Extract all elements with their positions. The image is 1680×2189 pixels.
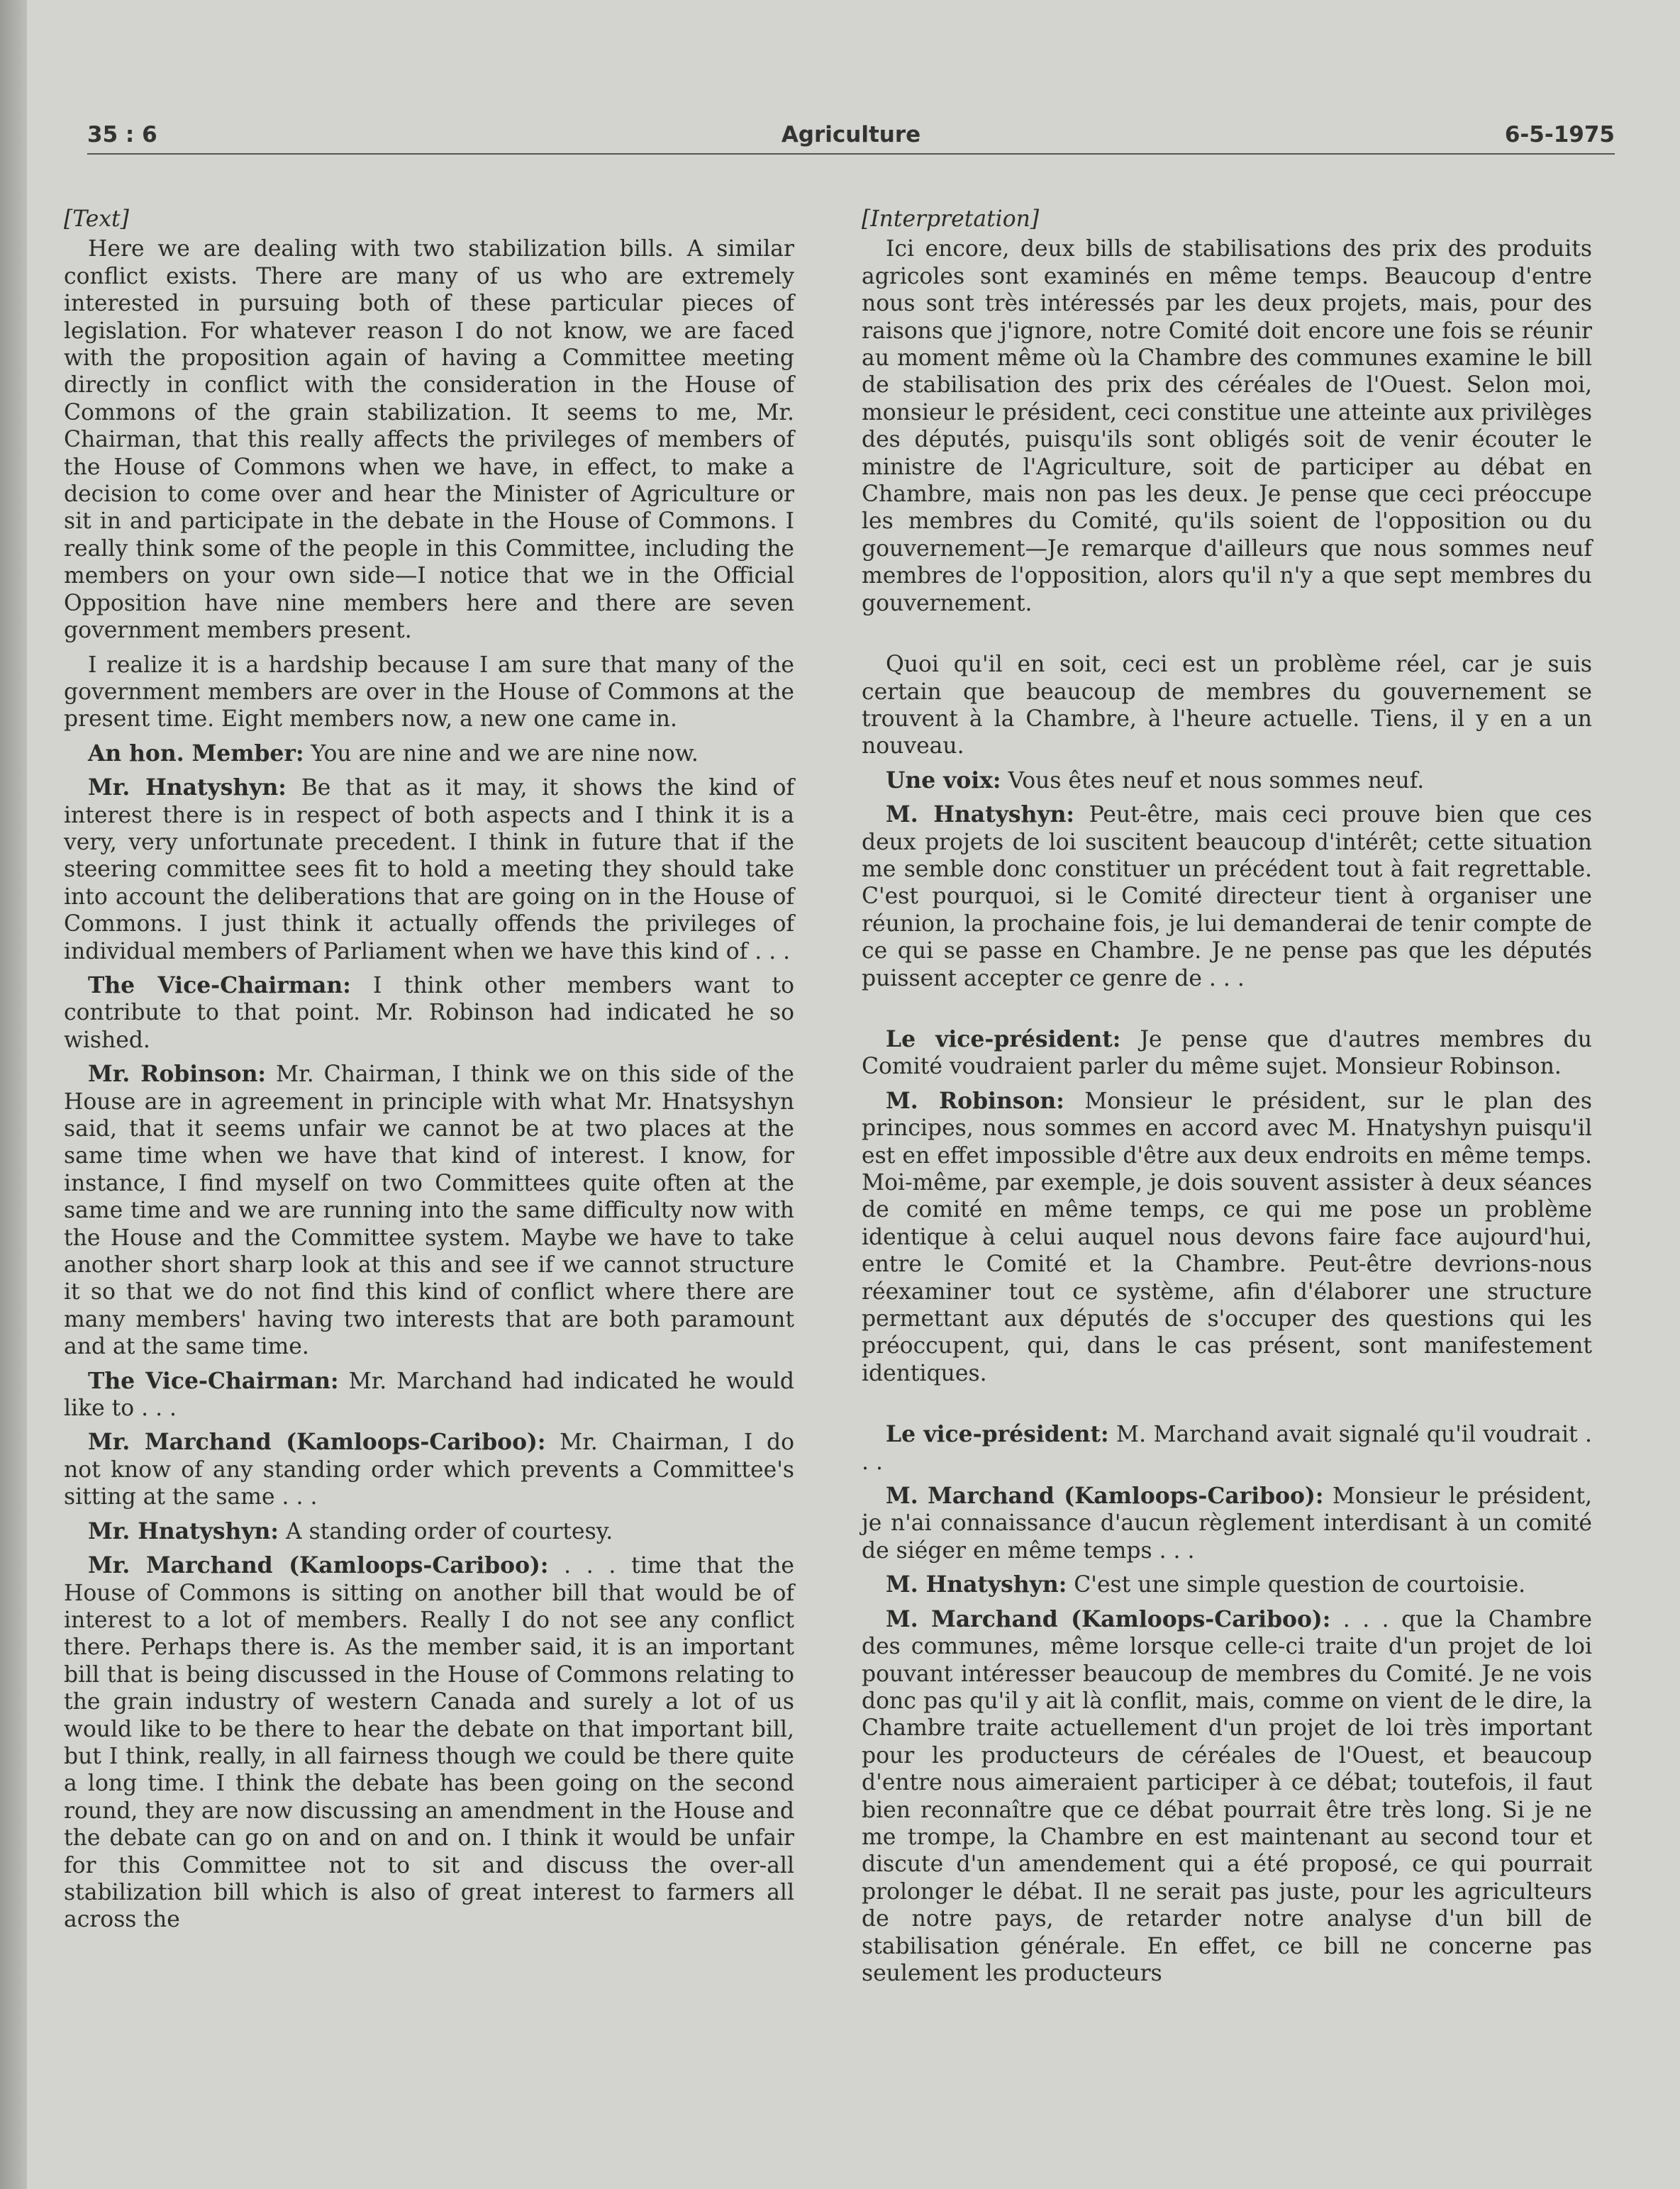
- speech-text: I think other members want to contribute to that point. Mr. Robinson had indicated he so wished.: [64, 972, 794, 1053]
- speech: [862, 767, 1592, 794]
- speech: [64, 1061, 794, 1360]
- speaker-name: Mr. Robinson:: [88, 1062, 267, 1088]
- speaker-name: M. Hnatyshyn:: [886, 802, 1074, 828]
- speech: [862, 1421, 1592, 1476]
- speech-text: C'est une simple question de courtoisie.: [1067, 1572, 1526, 1598]
- speech-text: Peut-être, mais ceci prouve bien que ces deux projets de loi suscitent beaucoup d'intérêt; cette situation me semble donc constituer un précédent tout à fait regrettable. C'est pourquoi, si le Comité directeur tient à organiser une réunion, la prochaine fois, je lui demanderai de tenir compte de ce qui se passe en Chambre. Je ne pense pas que les députés puissent accepter ce genre de . . .: [862, 802, 1593, 991]
- text-tag: [Text]: [64, 206, 129, 232]
- speaker-name: Mr. Marchand (Kamloops-Cariboo):: [88, 1553, 549, 1579]
- speech: [64, 1518, 794, 1545]
- speech: [862, 1088, 1592, 1387]
- speaker-name: M. Marchand (Kamloops-Cariboo):: [886, 1606, 1331, 1632]
- speech-text: Monsieur le président, sur le plan des principes, nous sommes en accord avec M. Hnatyshyn puisqu'il est en effet impossible d'être aux deux endroits en même temps. Moi-même, par exemple, je dois souvent assister à deux séances de comité en même temps, ce qui me pose un problème identique à celui auquel nous devons faire face aujourd'hui, entre le Comité et la Chambre. Peut-être devrions-nous réexaminer tout ce système, afin d'élaborer une structure permettant aux députés de s'occuper des questions qui les préoccupent, qui, dans le cas présent, sont manifestement identiques.: [862, 1088, 1592, 1386]
- spacer: [862, 624, 1592, 651]
- header-title: Agriculture: [781, 122, 921, 147]
- page-spine-shadow: [0, 0, 27, 2189]
- speaker-name: M. Robinson:: [886, 1088, 1064, 1114]
- speaker-name: The Vice-Chairman:: [88, 1368, 339, 1394]
- speech: [862, 801, 1592, 992]
- speaker-name: Mr. Hnatyshyn:: [88, 1518, 279, 1544]
- spacer: [862, 999, 1592, 1026]
- page-number: 35 : 6: [87, 122, 157, 147]
- speaker-name: M. Hnatyshyn:: [886, 1572, 1067, 1598]
- speech-text: . . . que la Chambre des communes, même lorsque celle-ci traite d'un projet de loi pouvant intéresser beaucoup de membres du Comité. Je ne vois donc pas qu'il y ait là conflit, mais, comme on vient de le dire, la Chambre traite actuellement d'un projet de loi très important pour les producteurs de céréales de l'Ouest, et beaucoup d'entre nous aimeraient participer à ce débat; toutefois, il faut bien reconnaître que ce débat pourrait être très long. Si je ne me trompe, la Chambre en est maintenant au second tour et discute d'un amendement qui a été proposé, ce qui pourrait prolonger le débat. Il ne serait pas juste, pour les agriculteurs de notre pays, de retarder notre analyse d'un bill de stabilisation générale. En effet, ce bill ne concerne pas seulement les producteurs: [862, 1606, 1592, 1986]
- speaker-name: Une voix:: [886, 767, 1001, 793]
- speech: [64, 1552, 794, 1934]
- spacer: [862, 1394, 1592, 1421]
- speech-text: Mr. Chairman, I do not know of any standing order which prevents a Committee's sitting at the same . . .: [64, 1430, 794, 1510]
- french-column: [862, 206, 1592, 1994]
- speech-text: M. Marchand avait signalé qu'il voudrait . . .: [862, 1422, 1592, 1475]
- english-column: [64, 206, 794, 1941]
- speech-text: Vous êtes neuf et nous sommes neuf.: [1001, 767, 1425, 793]
- speech-text: . . . time that the House of Commons is sitting on another bill that would be of interest to a lot of members. Really I do not see any conflict there. Perhaps there is. As the member said, it is an important bill that is being discussed in the House of Commons relating to the grain industry of western Canada and surely a lot of us would like to be there to hear the debate on that important bill, but I think, really, in all fairness though we could be there quite a long time. I think the debate has been going on the second round, they are now discussing an amendment in the House and the debate can go on and on and on. I think it would be unfair for this Committee not to sit and discuss the over-all stabilization bill which is also of great interest to farmers all across the: [64, 1553, 794, 1933]
- speech: [862, 1483, 1592, 1564]
- speech: [64, 1429, 794, 1510]
- speaker-name: Le vice-président:: [886, 1026, 1121, 1052]
- document-page: [27, 0, 1680, 2189]
- paragraph: I realize it is a hardship because I am sure that many of the government members are over in the House of Commons at the present time. Eight members now, a new one came in.: [64, 652, 794, 733]
- speaker-name: An hon. Member:: [88, 740, 304, 767]
- speech-text: Mr. Chairman, I think we on this side of the House are in agreement in principle with what Mr. Hnatsyshyn said, that it seems unfair we cannot be at two places at the same time when we have that kind of interest. I know, for instance, I find myself on two Committees quite often at the same time and we are running into the same difficulty now with the House and the Committee system. Maybe we have to take another short sharp look at this and see if we cannot structure it so that we do not find this kind of conflict where there are many members' having two interests that are both paramount and at the same time.: [64, 1062, 794, 1360]
- speech: [862, 1571, 1592, 1598]
- speech: [64, 740, 794, 767]
- speech: [862, 1606, 1592, 1988]
- speech-text: You are nine and we are nine now.: [304, 740, 699, 767]
- speech-text: Be that as it may, it shows the kind of interest there is in respect of both aspects and I think it is a very, very unfortunate precedent. I think in future that if the steering committee sees fit to hold a meeting they should take into account the deliberations that are going on in the House of Commons. I just think it actually offends the privileges of individual members of Parliament when we have this kind of . . .: [64, 775, 794, 964]
- speech-text: Monsieur le président, je n'ai connaissance d'aucun règlement interdisant à un comité de siéger en même temps . . .: [862, 1483, 1592, 1564]
- header-date: 6-5-1975: [1504, 122, 1615, 147]
- speech: [64, 972, 794, 1054]
- speech: [64, 1368, 794, 1422]
- interpretation-tag: [Interpretation]: [862, 206, 1040, 232]
- speaker-name: Mr. Hnatyshyn:: [88, 775, 287, 801]
- speech: [862, 1026, 1592, 1081]
- running-header: [87, 122, 1615, 155]
- speaker-name: Mr. Marchand (Kamloops-Cariboo):: [88, 1430, 546, 1456]
- speech-text: Je pense que d'autres membres du Comité voudraient parler du même sujet. Monsieur Robinson.: [862, 1026, 1592, 1080]
- paragraph: Ici encore, deux bills de stabilisations des prix des produits agricoles sont examinés en même temps. Beaucoup d'entre nous sont très intéressés par les deux projets, mais, pour des raisons que j'ignore, notre Comité doit encore une fois se réunir au moment même où la Chambre des communes examine le bill de stabilisation des prix des céréales de l'Ouest. Selon moi, monsieur le président, ceci constitue une atteinte aux privilèges des députés, puisqu'ils sont obligés soit de venir écouter le ministre de l'Agriculture, soit de participer au débat en Chambre, mais non pas les deux. Je pense que ceci préoccupe les membres du Comité, qu'ils soient de l'opposition ou du gouvernement—Je remarque d'ailleurs que nous sommes neuf membres de l'opposition, alors qu'il n'y a que sept membres du gouvernement.: [862, 236, 1592, 616]
- speaker-name: M. Marchand (Kamloops-Cariboo):: [886, 1483, 1324, 1510]
- speaker-name: Le vice-président:: [886, 1422, 1109, 1448]
- speaker-name: The Vice-Chairman:: [88, 972, 351, 998]
- speech-text: A standing order of courtesy.: [278, 1518, 613, 1544]
- speech-text: Mr. Marchand had indicated he would like to . . .: [64, 1368, 795, 1422]
- speech: [64, 774, 794, 965]
- paragraph: Quoi qu'il en soit, ceci est un problème réel, car je suis certain que beaucoup de membres du gouvernement se trouvent à la Chambre, à l'heure actuelle. Tiens, il y en a un nouveau.: [862, 652, 1592, 759]
- paragraph: Here we are dealing with two stabilization bills. A similar conflict exists. There are many of us who are extremely interested in pursuing both of these particular pieces of legislation. For whatever reason I do not know, we are faced with the proposition again of having a Committee meeting directly in conflict with the consideration in the House of Commons of the grain stabilization. It seems to me, Mr. Chairman, that this really affects the privileges of members of the House of Commons when we have, in effect, to make a decision to come over and hear the Minister of Agriculture or sit in and participate in the debate in the House of Commons. I really think some of the people in this Committee, including the members on your own side—I notice that we in the Official Opposition have nine members here and there are seven government members present.: [64, 236, 794, 644]
